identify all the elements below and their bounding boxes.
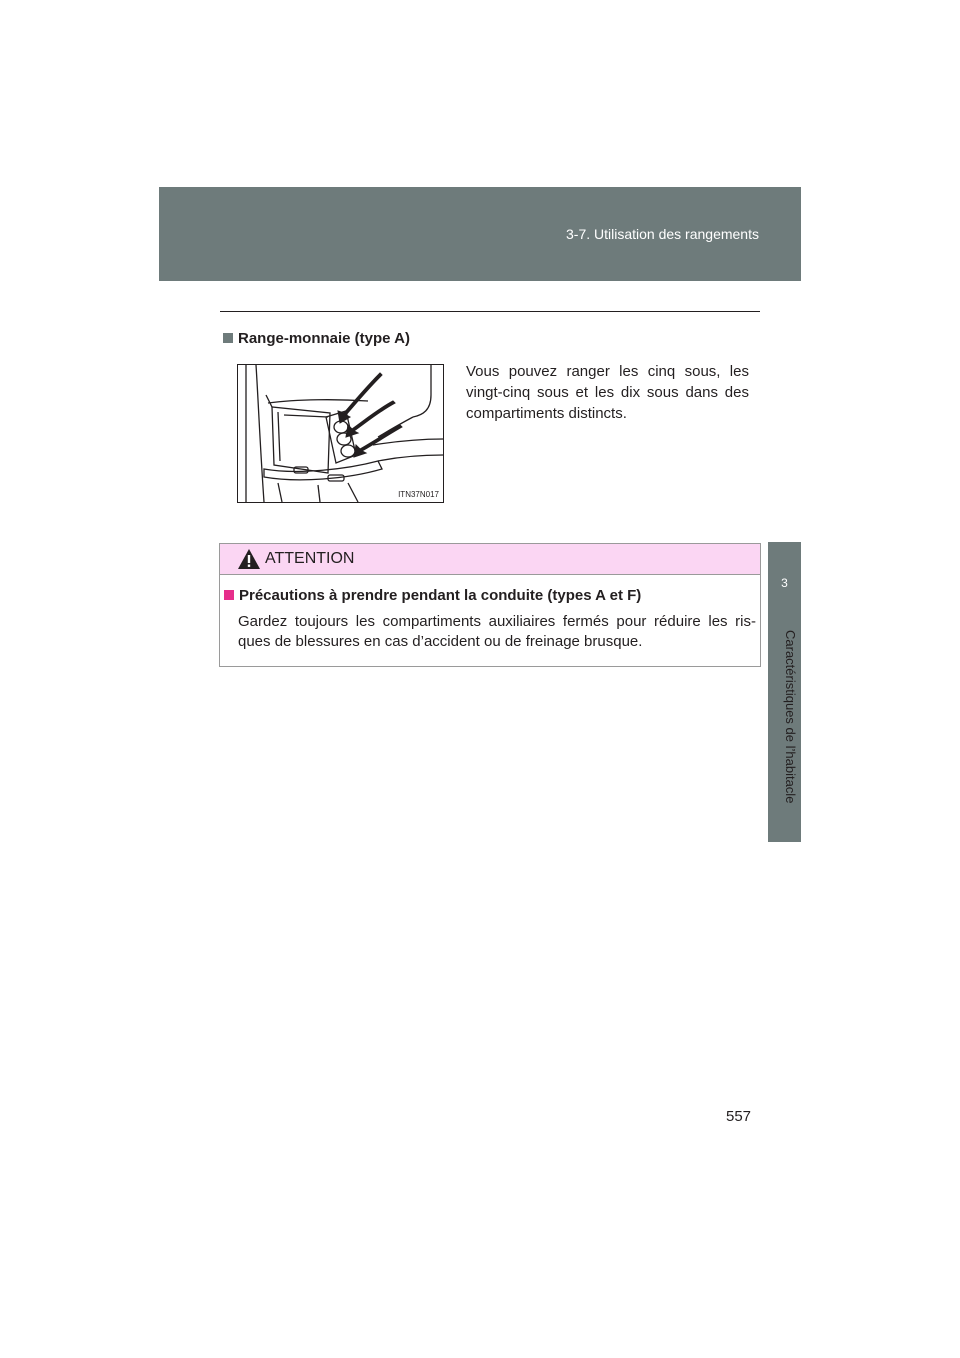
section-title: 3-7. Utilisation des rangements — [566, 226, 759, 242]
section-body: Vous pouvez ranger les cinq sous, les vingt-cinq sous et les dix sous dans des compartiments distincts. — [466, 363, 749, 422]
warning-heading — [224, 587, 641, 604]
section-heading-text: Range-monnaie (type A) — [238, 330, 410, 347]
square-bullet-icon — [224, 590, 234, 600]
chapter-number: 3 — [781, 576, 788, 590]
warning-title: ATTENTION — [265, 550, 355, 567]
warning-triangle-icon — [237, 548, 261, 570]
section-heading — [223, 330, 410, 347]
header-band — [159, 187, 801, 281]
section-divider — [220, 311, 760, 312]
square-bullet-icon — [223, 333, 233, 343]
warning-header — [220, 544, 760, 575]
page-number: 557 — [726, 1108, 752, 1125]
chapter-title: Caractéristiques de l’habitacle — [783, 630, 798, 804]
warning-heading-text: Précautions à prendre pendant la conduite (types A et F) — [239, 587, 642, 604]
warning-box — [219, 543, 761, 667]
warning-body: Gardez toujours les compartiments auxiliaires fermés pour réduire les ris-ques de blessures en cas d’accident ou de freinage brusque. — [238, 613, 756, 650]
coin-holder-drawing — [238, 365, 443, 502]
coin-holder-illustration — [237, 364, 444, 503]
figure-code: ITN37N017 — [398, 490, 439, 499]
